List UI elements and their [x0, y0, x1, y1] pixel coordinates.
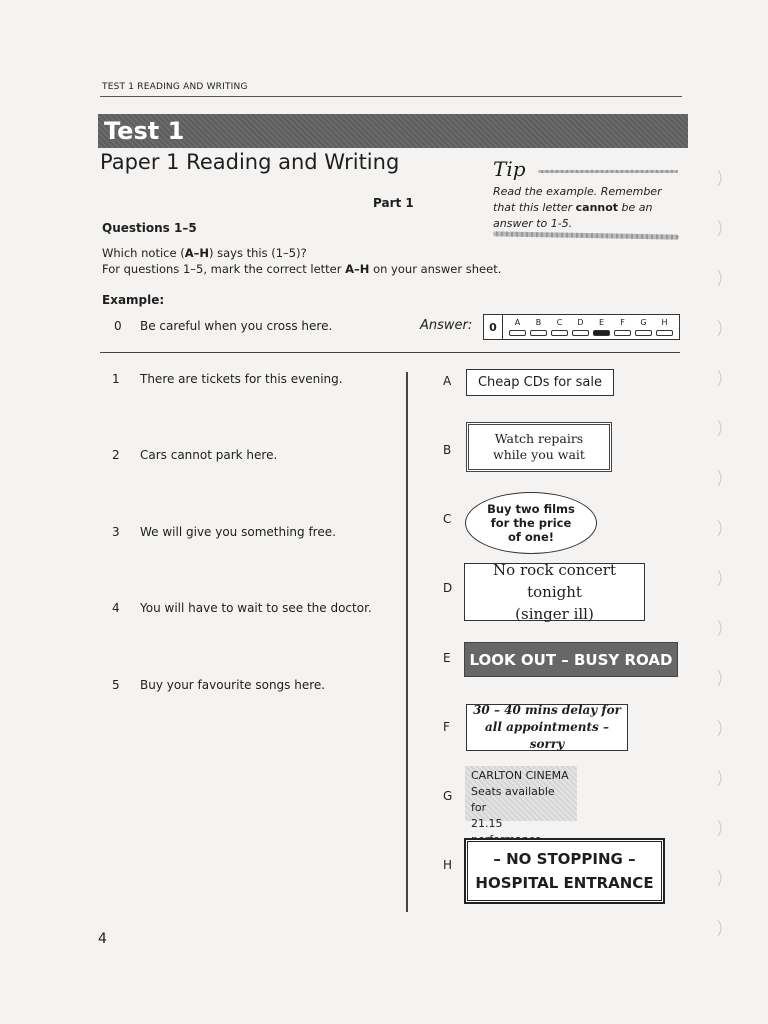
test-banner: [98, 114, 688, 148]
running-header: TEST 1 READING AND WRITING: [102, 82, 248, 92]
notice-letter-f: F: [443, 720, 450, 734]
column-divider: [406, 372, 408, 912]
notice-letter-c: C: [443, 512, 452, 526]
notice-d-line: No rock concert tonight: [493, 561, 616, 601]
example-number: 0: [114, 319, 122, 333]
question-number: 1: [112, 372, 120, 386]
instruction-line-2: [102, 262, 501, 276]
notice-c-line: for the price: [490, 516, 572, 530]
tip-title: Tip: [493, 157, 526, 181]
question-text: There are tickets for this evening.: [140, 372, 343, 386]
answer-option-g: [635, 318, 652, 336]
notice-g: [465, 766, 577, 830]
tip-decoration: [493, 231, 679, 239]
answer-option-e: [593, 318, 610, 336]
notice-letter-e: E: [443, 651, 451, 665]
notice-c-line: Buy two films: [487, 502, 575, 516]
notice-letter-h: H: [443, 858, 453, 872]
notice-e: LOOK OUT – BUSY ROAD: [464, 642, 678, 677]
instruction-text: Which notice (: [102, 246, 185, 260]
notice-b: [466, 422, 612, 472]
answer-option-b: [530, 318, 547, 336]
notice-letter-g: G: [443, 789, 453, 803]
page-binding-decoration: [706, 160, 728, 980]
answer-option-letter: H: [661, 318, 668, 327]
notice-c-line: of one!: [507, 530, 555, 544]
answer-option-letter: G: [640, 318, 647, 327]
answer-option-a: [509, 318, 526, 336]
answer-grid-options: [503, 318, 679, 336]
answer-option-letter: D: [577, 318, 584, 327]
answer-grid-number: 0: [484, 315, 503, 339]
instruction-range: A–H: [184, 246, 209, 260]
test-title: Test 1: [104, 117, 185, 145]
answer-option-d: [572, 318, 589, 336]
notice-f-line: all appointments – sorry: [485, 720, 609, 751]
notice-f-line: 30 – 40 mins delay for: [473, 703, 621, 717]
notice-c: [465, 492, 597, 554]
notice-g-line: 21.15: [471, 817, 503, 830]
instruction-line-1: [102, 246, 307, 260]
answer-option-c: [551, 318, 568, 336]
tip-text: [493, 184, 683, 232]
answer-option-bubble: [656, 330, 673, 336]
tip-text-part: Read the example. Remember that this letter: [493, 185, 662, 214]
instruction-text: ) says this (1–5)?: [208, 246, 307, 260]
example-text: Be careful when you cross here.: [140, 319, 333, 333]
answer-option-letter: A: [514, 318, 521, 327]
answer-option-letter: E: [598, 318, 605, 327]
notice-a: Cheap CDs for sale: [466, 369, 614, 396]
notice-b-line: Watch repairs: [494, 431, 584, 446]
question-text: You will have to wait to see the doctor.: [140, 601, 372, 615]
answer-option-f: [614, 318, 631, 336]
notice-d: [464, 563, 645, 621]
questions-title: Questions 1–5: [102, 221, 197, 235]
answer-option-bubble: [614, 330, 631, 336]
notice-letter-a: A: [443, 374, 452, 388]
question-number: 3: [112, 525, 120, 539]
answer-option-letter: C: [556, 318, 563, 327]
answer-option-letter: B: [535, 318, 542, 327]
answer-option-bubble: [530, 330, 547, 336]
page-number: 4: [98, 931, 107, 947]
section-divider: [100, 352, 680, 353]
answer-grid: [483, 314, 680, 340]
tip-emphasis: cannot: [575, 201, 619, 214]
answer-option-bubble: [509, 330, 526, 336]
answer-option-letter: F: [620, 318, 625, 327]
notice-f: [466, 704, 628, 751]
notice-g-line: CARLTON CINEMA: [471, 769, 569, 782]
answer-option-bubble: [635, 330, 652, 336]
answer-option-h: [656, 318, 673, 336]
instruction-text: on your answer sheet.: [369, 262, 502, 276]
example-label: Example:: [102, 293, 165, 307]
answer-option-bubble: [572, 330, 589, 336]
notice-h-line: – NO STOPPING –: [493, 850, 636, 868]
notice-b-line: while you wait: [493, 447, 585, 462]
question-number: 5: [112, 678, 120, 692]
answer-option-bubble: [593, 330, 610, 336]
question-text: We will give you something free.: [140, 525, 336, 539]
notice-d-line: (singer ill): [515, 605, 594, 623]
instruction-range: A–H: [345, 262, 370, 276]
tip-text-part: be an answer to 1-5.: [493, 201, 653, 230]
instruction-text: For questions 1–5, mark the correct letter: [102, 262, 346, 276]
notice-g-line: Seats available for: [471, 785, 555, 814]
answer-option-bubble: [551, 330, 568, 336]
part-label: Part 1: [373, 196, 414, 210]
notice-letter-b: B: [443, 443, 452, 457]
notice-h: [464, 838, 665, 904]
answer-label: Answer:: [420, 318, 473, 333]
question-number: 2: [112, 448, 120, 462]
notice-h-line: HOSPITAL ENTRANCE: [475, 874, 654, 892]
question-number: 4: [112, 601, 120, 615]
notice-letter-d: D: [443, 581, 453, 595]
paper-title: Paper 1 Reading and Writing: [100, 150, 400, 174]
question-text: Cars cannot park here.: [140, 448, 278, 462]
header-divider: [100, 96, 682, 97]
question-text: Buy your favourite songs here.: [140, 678, 326, 692]
tip-decoration: [538, 170, 678, 173]
